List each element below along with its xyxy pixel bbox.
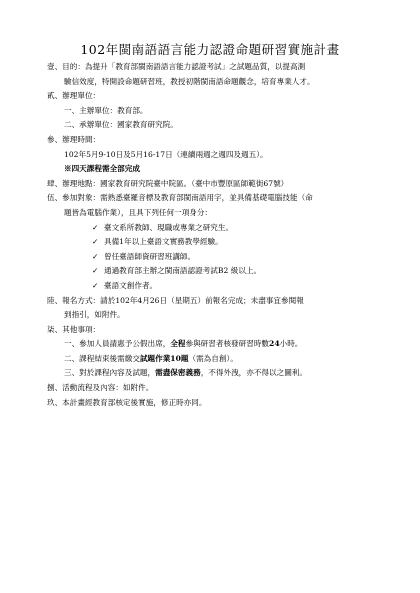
- time-note: ※四天課程需全部完成: [64, 164, 140, 174]
- section-purpose-line1: 壹、目的：為提升「教育部閩南語語言能力認證考試」之試題品質，以提高測: [47, 62, 306, 71]
- page-title: 102年閩南語語言能力認證命題研習實施計畫: [80, 42, 340, 57]
- section-purpose-line2: 驗信效度，特開設命題研習班，教授初階閩南語命題觀念，培育專業人才。: [64, 76, 315, 86]
- section-organizer-heading: 貳、辦理單位：: [47, 91, 101, 101]
- section-registration-line2: 到指引，如附件。: [64, 310, 125, 320]
- section-time-heading: 參、辦理時間：: [47, 134, 101, 144]
- check-icon: ✓: [92, 222, 99, 232]
- eligibility-item: ✓ 具備1年以上臺語文實務教學經驗。: [0, 235, 420, 250]
- other-item-3: 三、對於課程內容及試題，需盡保密義務，不得外洩，亦不得以之圖利。: [64, 368, 307, 378]
- other-item-1: 一、參加人員請惠予公假出席，全程參與研習者核發研習時數24小時。: [64, 339, 303, 349]
- time-dates: 102年5月9-10日及5月16-17日（連續兩週之週四及週五）。: [64, 149, 268, 159]
- section-approval: 玖、本計畫經教育部核定後實施，修正時亦同。: [47, 397, 207, 407]
- check-icon: ✓: [92, 237, 99, 247]
- document-body: [0, 60, 420, 410]
- eligibility-item: ✓ 曾任臺語師資研習班講師。: [0, 250, 420, 265]
- check-icon: ✓: [92, 251, 99, 261]
- section-eligibility-line1: 伍、參加對象：需熟悉臺羅音標及教育部閩南語用字，並具備基礎電腦技能（命: [47, 193, 313, 203]
- section-registration-line1: 陸、報名方式：請於102年4月26日（星期五）前報名完成；未盡事宜參閱報: [47, 295, 304, 305]
- check-icon: ✓: [92, 280, 99, 290]
- eligibility-item: ✓ 通過教育部主辦之閩南語認證考試B2 級以上。: [0, 264, 420, 279]
- eligibility-item: ✓ 臺語文創作者。: [0, 279, 420, 294]
- organizer-host: 一、主辦單位：教育部。: [64, 105, 148, 115]
- section-eligibility-line2: 題皆為電腦作業），且具下列任何一項身分：: [64, 207, 213, 217]
- other-item-2: 二、課程結束後需繳交試題作業10題（需為自創）。: [64, 353, 238, 363]
- organizer-executor: 二、承辦單位：國家教育研究院。: [64, 120, 178, 130]
- eligibility-item: ✓ 臺文系所教師、現職或專業之研究生。: [0, 221, 420, 236]
- check-icon: ✓: [92, 266, 99, 276]
- section-location: 肆、辦理地點：國家教育研究院臺中院區。（臺中市豐原區師範街67號）: [47, 178, 289, 188]
- section-schedule: 捌、活動流程及內容：如附件。: [47, 383, 154, 393]
- section-other-heading: 柒、其他事項：: [47, 324, 101, 334]
